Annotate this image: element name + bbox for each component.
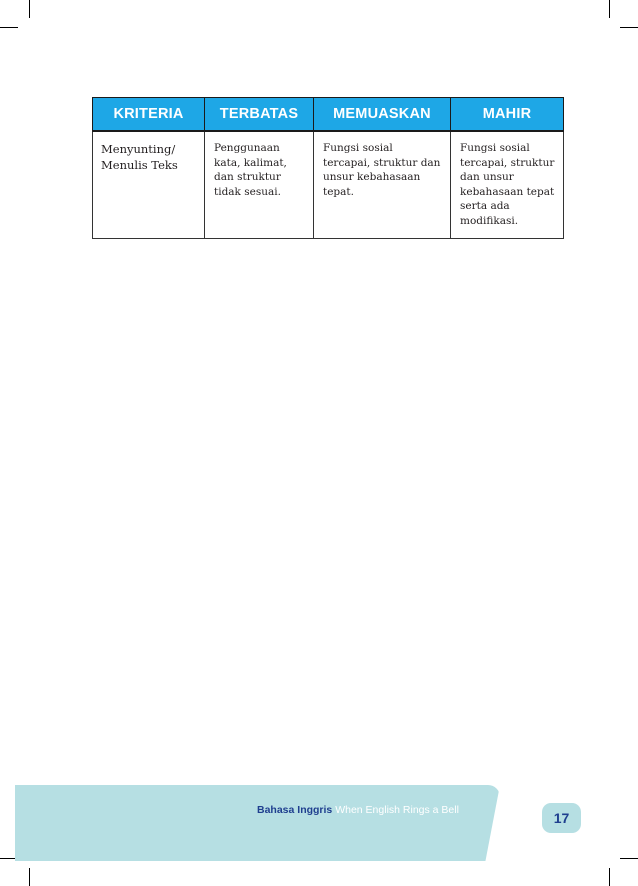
table-header-row <box>93 98 564 132</box>
cell-kriteria: Menyunting/ Menulis Teks <box>93 131 205 239</box>
crop-mark <box>29 868 30 886</box>
page-number: 17 <box>542 803 581 833</box>
footer-book-title <box>257 804 459 816</box>
header-kriteria: KRITERIA <box>93 98 205 132</box>
crop-mark <box>609 868 610 886</box>
cell-mahir: Fungsi sosial tercapai, struktur dan unsur kebahasaan tepat serta ada modifikasi. <box>451 131 564 239</box>
crop-mark <box>620 858 638 859</box>
header-memuaskan: MEMUASKAN <box>314 98 451 132</box>
crop-mark <box>609 0 610 18</box>
book-subtitle: When English Rings a Bell <box>335 804 459 816</box>
header-terbatas: TERBATAS <box>205 98 314 132</box>
crop-mark <box>620 27 638 28</box>
cell-memuaskan: Fungsi sosial tercapai, struktur dan unsur kebahasaan tepat. <box>314 131 451 239</box>
crop-mark <box>0 27 18 28</box>
header-mahir: MAHIR <box>451 98 564 132</box>
book-title: Bahasa Inggris <box>257 804 333 816</box>
table-row <box>93 131 564 239</box>
rubric-table <box>92 97 564 239</box>
crop-mark <box>29 0 30 18</box>
cell-terbatas: Penggunaan kata, kalimat, dan struktur tidak sesuai. <box>205 131 314 239</box>
footer-band <box>15 785 500 861</box>
